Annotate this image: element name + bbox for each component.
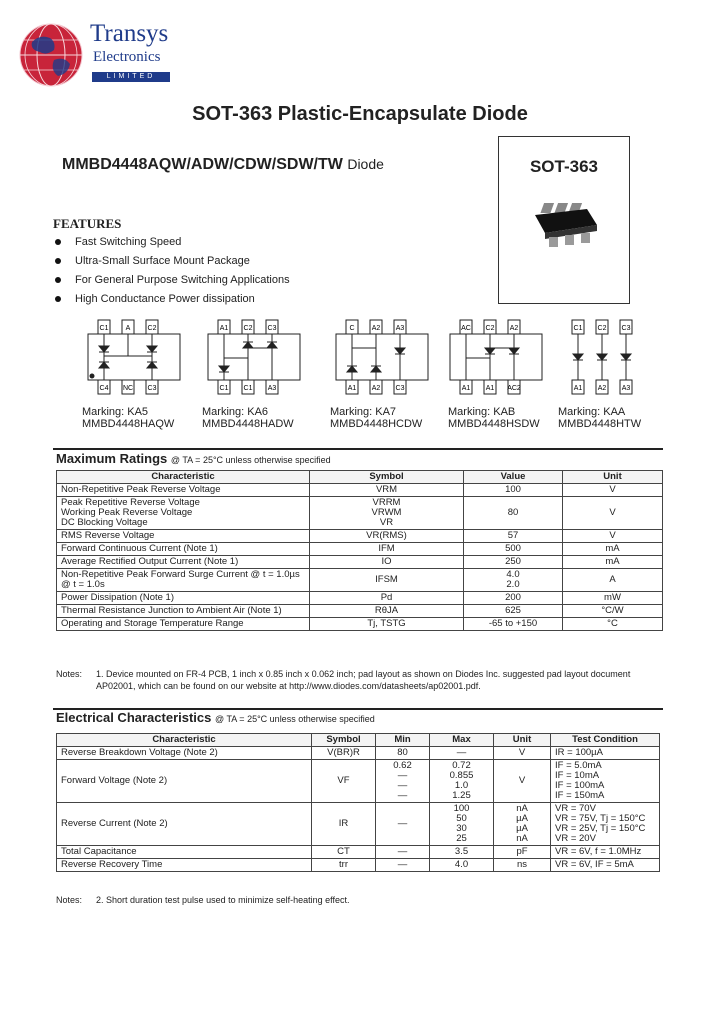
pin-label: C3 (267, 325, 277, 332)
table-row (57, 859, 660, 872)
unit-cell: V (494, 760, 551, 803)
note-text: 2. Short duration test pulse used to minimize self-heating effect. (96, 895, 350, 905)
marking-code: Marking: KA7 (330, 406, 397, 418)
unit-cell: pF (494, 846, 551, 859)
table-row (57, 803, 660, 846)
company-limited-bar: LIMITED (92, 72, 170, 82)
table-row (57, 497, 663, 530)
pinout-diagram-icon (86, 318, 186, 406)
test-condition-cell: VR = 70V VR = 75V, Tj = 150°C VR = 25V, Tj = 150°C VR = 20V (551, 803, 660, 846)
table-row (57, 556, 663, 569)
elec-table (56, 733, 660, 872)
company-name: Transys (90, 20, 169, 47)
pin-label: C2 (597, 325, 607, 332)
pin-label: A1 (219, 325, 229, 332)
pin-label: A1 (573, 385, 583, 392)
feature-text: High Conductance Power dissipation (75, 293, 255, 305)
symbol-cell: Tj, TSTG (310, 618, 464, 631)
marking-part: MMBD4448HTW (558, 418, 642, 430)
characteristic-cell: RMS Reverse Voltage (57, 530, 310, 543)
pin-label: C2 (147, 325, 157, 332)
symbol-cell: CT (312, 846, 376, 859)
feature-item (55, 236, 181, 248)
symbol-cell: VRM (310, 484, 464, 497)
table-row (57, 484, 663, 497)
test-condition-cell: IR = 100µA (551, 747, 660, 760)
circuit-marking (448, 406, 540, 430)
unit-cell: A (563, 569, 663, 592)
column-header: Characteristic (57, 471, 310, 484)
max-cell: — (430, 747, 494, 760)
marking-part: MMBD4448HCDW (330, 418, 423, 430)
document-title: SOT-363 Plastic-Encapsulate Diode (192, 103, 528, 125)
min-cell: 0.62 — — — (376, 760, 430, 803)
min-cell: — (376, 859, 430, 872)
table-row (57, 846, 660, 859)
marking-code: Marking: KAB (448, 406, 516, 418)
unit-cell: nA µA µA nA (494, 803, 551, 846)
feature-text: Ultra-Small Surface Mount Package (75, 255, 250, 267)
characteristic-cell: Thermal Resistance Junction to Ambient Air (Note 1) (57, 605, 310, 618)
min-cell: — (376, 803, 430, 846)
feature-item (55, 255, 250, 267)
min-cell: — (376, 846, 430, 859)
column-header: Unit (563, 471, 663, 484)
notes-label: Notes: (56, 895, 83, 905)
marking-code: Marking: KA5 (82, 406, 149, 418)
package-label: SOT-363 (529, 157, 599, 176)
characteristic-cell: Reverse Breakdown Voltage (Note 2) (57, 747, 312, 760)
circuit-marking (558, 406, 641, 430)
characteristic-cell: Reverse Recovery Time (57, 859, 312, 872)
value-cell: -65 to +150 (464, 618, 563, 631)
pin-label: C3 (621, 325, 631, 332)
unit-cell: mW (563, 592, 663, 605)
pin-label: C1 (573, 325, 583, 332)
bullet-icon (55, 296, 61, 302)
pin-label: C2 (485, 325, 495, 332)
pin-label: A2 (371, 325, 381, 332)
package-box (498, 136, 630, 304)
pin-label: C2 (243, 325, 253, 332)
symbol-cell: VRRM VRWM VR (310, 497, 464, 530)
value-cell: 80 (464, 497, 563, 530)
max-ratings-table (56, 470, 663, 631)
value-cell: 4.0 2.0 (464, 569, 563, 592)
column-header: Max (430, 734, 494, 747)
pin-label: A1 (347, 385, 357, 392)
max-cell: 3.5 (430, 846, 494, 859)
table-row (57, 592, 663, 605)
marking-part: MMBD4448HAQW (82, 418, 175, 430)
company-subtitle: Electronics (93, 49, 161, 65)
elec-heading (56, 710, 375, 725)
pin-label: C1 (99, 325, 109, 332)
section-condition: @ TA = 25°C unless otherwise specified (170, 455, 331, 465)
pin-label: C4 (99, 385, 109, 392)
symbol-cell: Pd (310, 592, 464, 605)
notes-label: Notes: (56, 669, 83, 679)
characteristic-cell: Non-Repetitive Peak Forward Surge Current @ t = 1.0µs @ t = 1.0s (57, 569, 310, 592)
bullet-icon (55, 258, 61, 264)
value-cell: 57 (464, 530, 563, 543)
symbol-cell: IO (310, 556, 464, 569)
feature-text: For General Purpose Switching Applications (75, 274, 290, 286)
pin-label: A3 (267, 385, 277, 392)
features-heading: FEATURES (53, 216, 122, 231)
pin-label: C3 (147, 385, 157, 392)
pin-label: AC2 (507, 385, 521, 392)
section-condition: @ TA = 25°C unless otherwise specified (215, 714, 375, 724)
value-cell: 100 (464, 484, 563, 497)
table-header-row (57, 734, 660, 747)
characteristic-cell: Forward Voltage (Note 2) (57, 760, 312, 803)
marking-code: Marking: KA6 (202, 406, 269, 418)
feature-text: Fast Switching Speed (75, 236, 182, 248)
column-header: Unit (494, 734, 551, 747)
max-ratings-heading (56, 451, 331, 466)
unit-cell: ns (494, 859, 551, 872)
unit-cell: V (563, 530, 663, 543)
pin-label: C3 (395, 385, 405, 392)
unit-cell: °C (563, 618, 663, 631)
pin-label: A2 (509, 325, 519, 332)
table-row (57, 747, 660, 760)
unit-cell: V (563, 497, 663, 530)
characteristic-cell: Total Capacitance (57, 846, 312, 859)
unit-cell: V (494, 747, 551, 760)
symbol-cell: IR (312, 803, 376, 846)
characteristic-cell: Non-Repetitive Peak Reverse Voltage (57, 484, 310, 497)
test-condition-cell: VR = 6V, f = 1.0MHz (551, 846, 660, 859)
bullet-icon (55, 239, 61, 245)
pinout-diagram-icon (560, 318, 660, 406)
table-row (57, 618, 663, 631)
max-cell: 100 50 30 25 (430, 803, 494, 846)
sot363-package-icon (529, 195, 601, 251)
circuit-marking (330, 406, 422, 430)
part-number-list: MMBD4448AQW/ADW/CDW/SDW/TW (62, 156, 343, 173)
column-header: Symbol (310, 471, 464, 484)
pin-label: A2 (371, 385, 381, 392)
pin-label: C (349, 325, 355, 332)
max-cell: 0.72 0.855 1.0 1.25 (430, 760, 494, 803)
characteristic-cell: Forward Continuous Current (Note 1) (57, 543, 310, 556)
note-text: 1. Device mounted on FR-4 PCB, 1 inch x 0.85 inch x 0.062 inch; pad layout as shown on Diodes Inc. suggested pad layout document AP02001, which can be found on our website at http://www.diodes.com/datasheets/ap02001.pdf. (96, 669, 631, 691)
test-condition-cell: IF = 5.0mA IF = 10mA IF = 100mA IF = 150mA (551, 760, 660, 803)
symbol-cell: IFSM (310, 569, 464, 592)
table-row (57, 530, 663, 543)
table-row (57, 543, 663, 556)
characteristic-cell: Operating and Storage Temperature Range (57, 618, 310, 631)
characteristic-cell: Reverse Current (Note 2) (57, 803, 312, 846)
globe-logo-icon (18, 22, 84, 88)
column-header: Characteristic (57, 734, 312, 747)
feature-item (55, 274, 290, 286)
table-row (57, 760, 660, 803)
characteristic-cell: Average Rectified Output Current (Note 1) (57, 556, 310, 569)
pin-label: AC (461, 325, 471, 332)
pin-label: A1 (461, 385, 471, 392)
section-rule (53, 448, 663, 450)
unit-cell: °C/W (563, 605, 663, 618)
column-header: Min (376, 734, 430, 747)
pin-label: A (125, 325, 131, 332)
section-title: Electrical Characteristics (56, 710, 212, 725)
symbol-cell: RθJA (310, 605, 464, 618)
pinout-diagram-icon (206, 318, 306, 406)
column-header: Value (464, 471, 563, 484)
max-cell: 4.0 (430, 859, 494, 872)
table-row (57, 569, 663, 592)
pinout-diagram-icon (334, 318, 434, 406)
table-row (57, 605, 663, 618)
section-title: Maximum Ratings (56, 451, 168, 466)
unit-cell: mA (563, 543, 663, 556)
test-condition-cell: VR = 6V, IF = 5mA (551, 859, 660, 872)
part-suffix: Diode (347, 156, 384, 172)
pin-label: A1 (485, 385, 495, 392)
column-header: Test Condition (551, 734, 660, 747)
symbol-cell: VF (312, 760, 376, 803)
circuit-marking (82, 406, 174, 430)
part-numbers (62, 156, 384, 174)
value-cell: 200 (464, 592, 563, 605)
symbol-cell: VR(RMS) (310, 530, 464, 543)
unit-cell: V (563, 484, 663, 497)
feature-item (55, 293, 255, 305)
characteristic-cell: Peak Repetitive Reverse Voltage Working Peak Reverse Voltage DC Blocking Voltage (57, 497, 310, 530)
symbol-cell: trr (312, 859, 376, 872)
marking-code: Marking: KAA (558, 406, 626, 418)
symbol-cell: IFM (310, 543, 464, 556)
pin-label: NC (122, 385, 134, 392)
unit-cell: mA (563, 556, 663, 569)
value-cell: 500 (464, 543, 563, 556)
min-cell: 80 (376, 747, 430, 760)
marking-part: MMBD4448HADW (202, 418, 294, 430)
marking-part: MMBD4448HSDW (448, 418, 540, 430)
pin-label: C1 (219, 385, 229, 392)
value-cell: 625 (464, 605, 563, 618)
pinout-diagram-icon (448, 318, 548, 406)
pin-label: C1 (243, 385, 253, 392)
pin-label: A2 (597, 385, 607, 392)
column-header: Symbol (312, 734, 376, 747)
table-header-row (57, 471, 663, 484)
pin-label: A3 (621, 385, 631, 392)
characteristic-cell: Power Dissipation (Note 1) (57, 592, 310, 605)
bullet-icon (55, 277, 61, 283)
value-cell: 250 (464, 556, 563, 569)
circuit-marking (202, 406, 294, 430)
symbol-cell: V(BR)R (312, 747, 376, 760)
pin-label: A3 (395, 325, 405, 332)
